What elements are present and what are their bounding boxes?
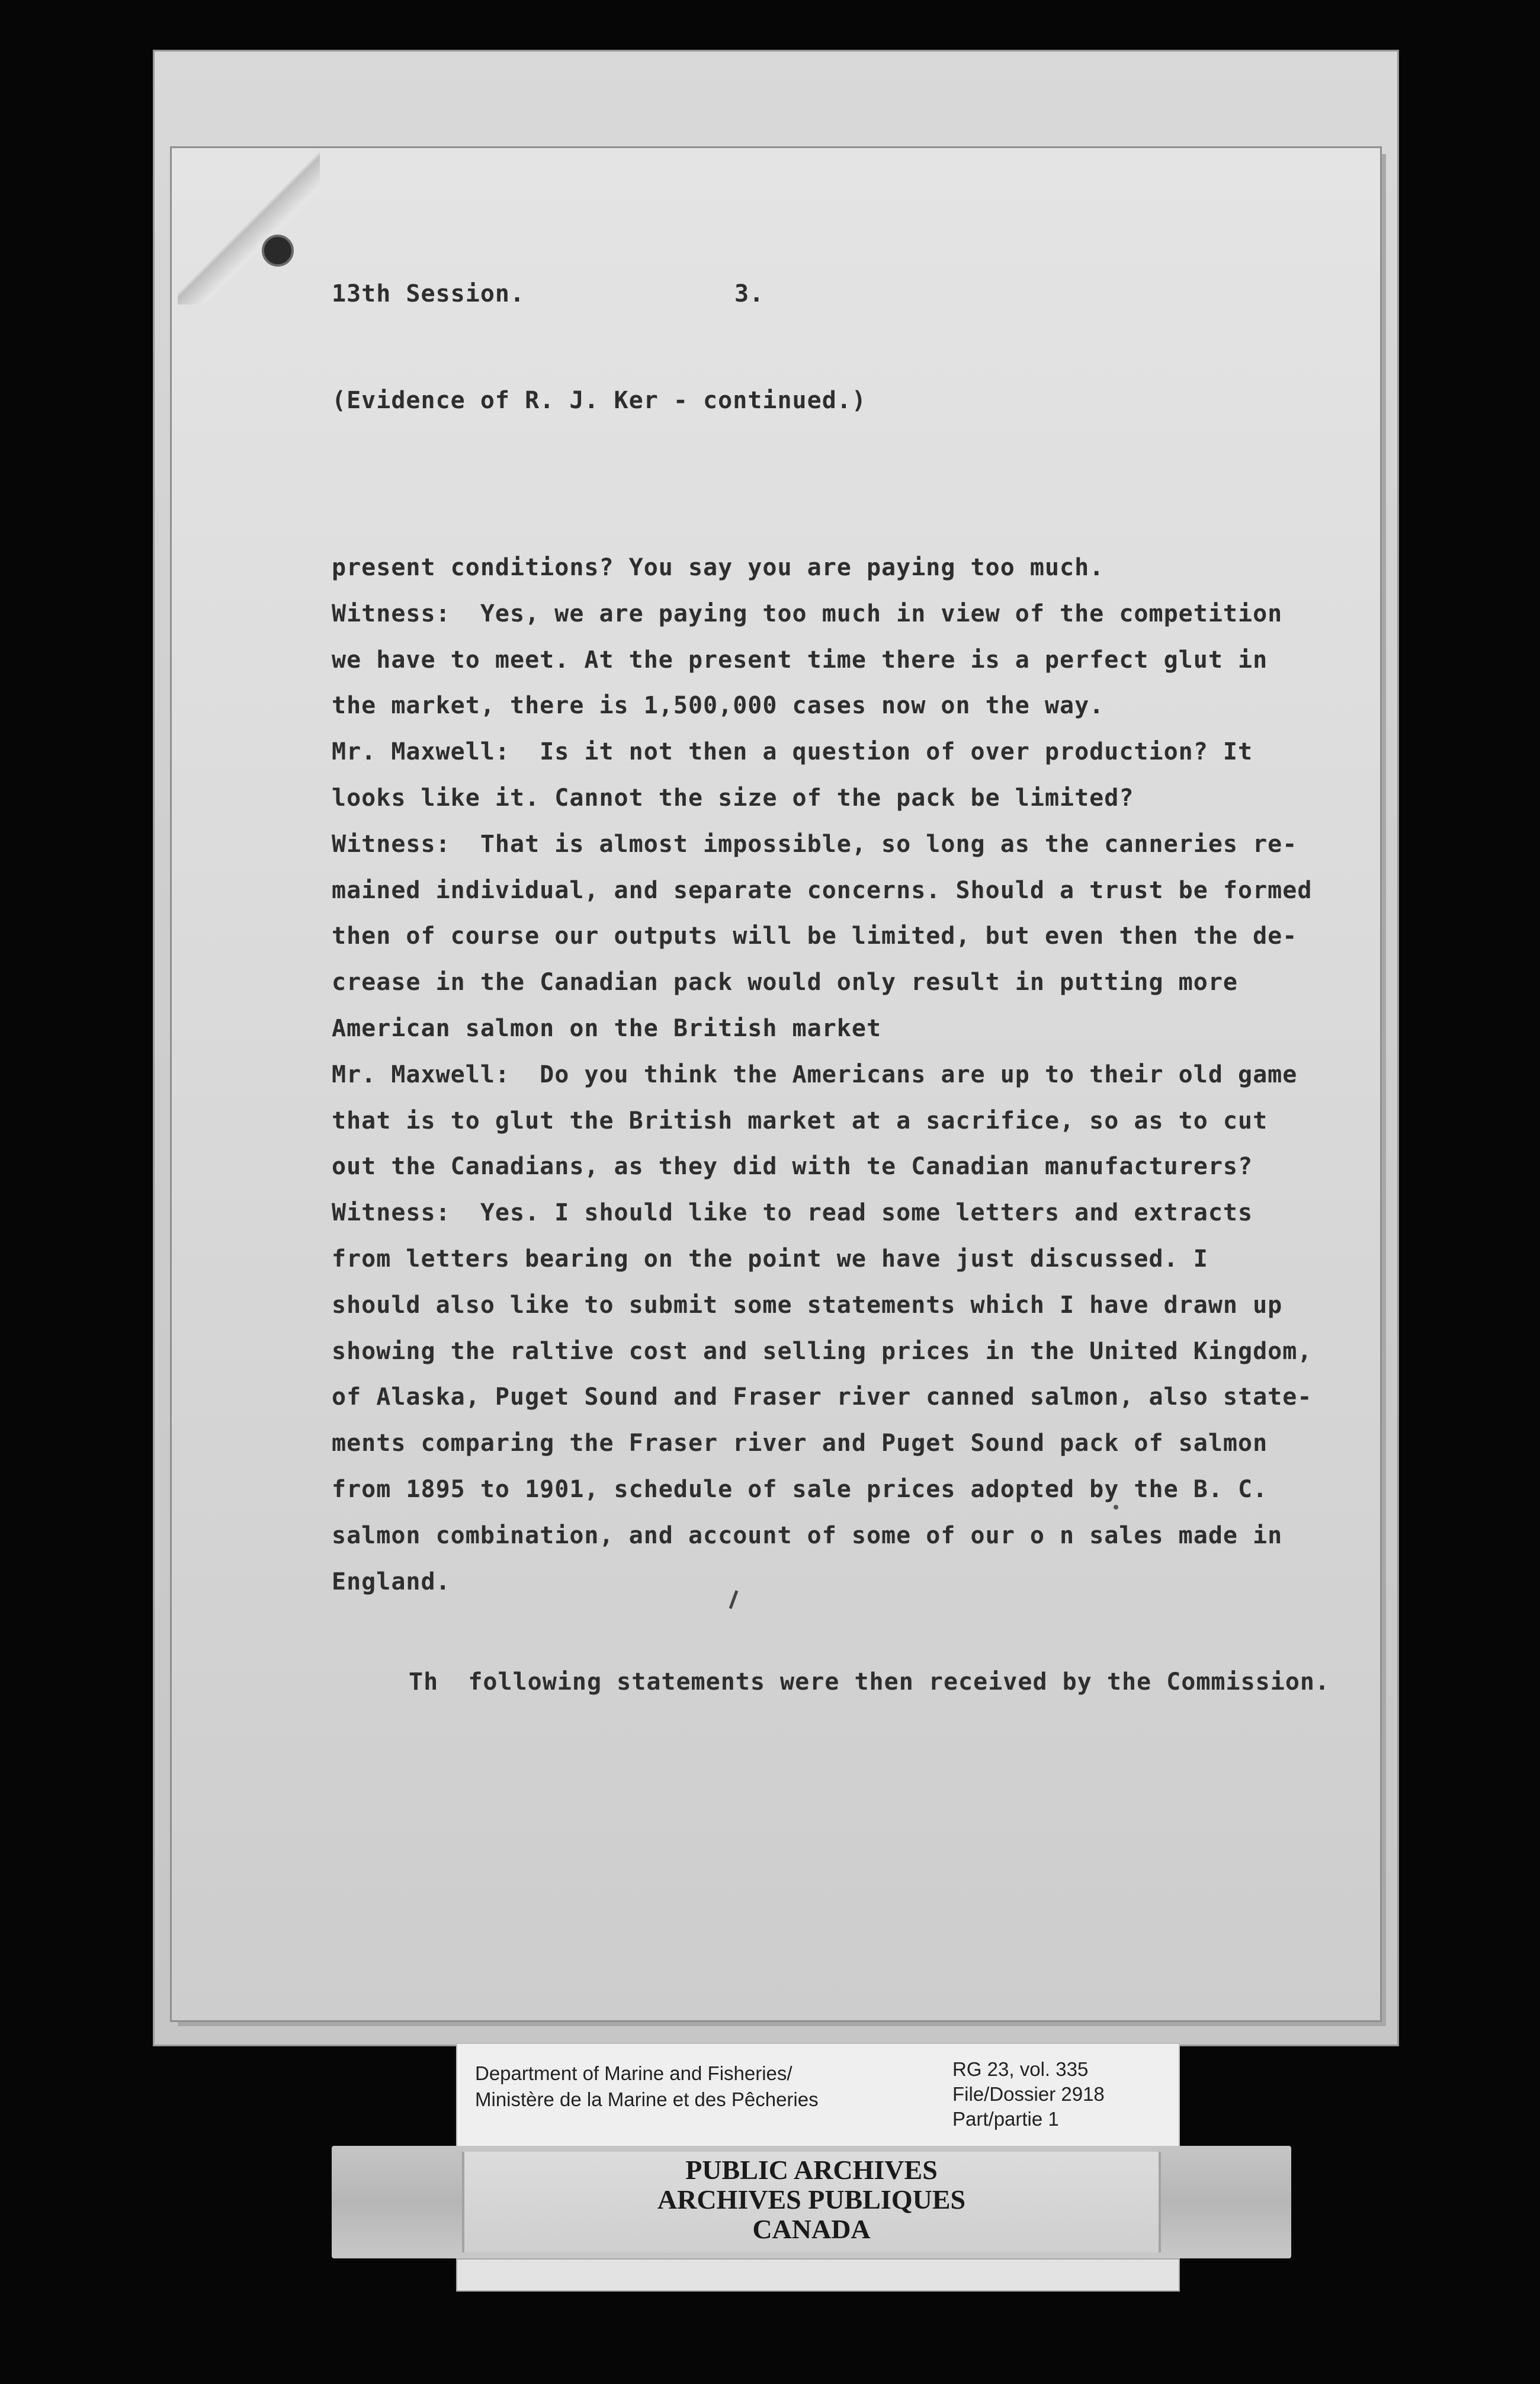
stamp-line-1: PUBLIC ARCHIVES (685, 2155, 938, 2185)
body-line: present conditions? You say you are paying too much. (332, 554, 1105, 581)
page-header (332, 268, 1374, 320)
body-line: Witness: That is almost impossible, so long as the canneries re- (332, 830, 1298, 858)
department-fr: Ministère de la Marine et des Pêcheries (475, 2088, 819, 2110)
stamp-line-2: ARCHIVES PUBLIQUES (657, 2184, 966, 2215)
body-line: the market, there is 1,500,000 cases now on the way. (332, 692, 1105, 720)
page-number: 3. (734, 280, 765, 307)
closing-line: Th following statements were then received by the Commission. (409, 1668, 1330, 1696)
typed-text-block (332, 213, 1374, 1733)
file-dossier: File/Dossier 2918 (952, 2083, 1105, 2105)
record-reference (952, 2057, 1105, 2132)
body-line: should also like to submit some statements which I have drawn up (332, 1291, 1283, 1319)
archives-stamp-text (462, 2152, 1161, 2252)
archive-label (456, 2043, 1180, 2147)
body-line: we have to meet. At the present time there is a perfect glut in (332, 646, 1268, 674)
body-line: Mr. Maxwell: Do you think the Americans are up to their old game (332, 1060, 1298, 1088)
body-line: of Alaska, Puget Sound and Fraser river canned salmon, also state- (332, 1383, 1313, 1411)
bottom-strip (456, 2258, 1180, 2292)
session-label: 13th Session. (332, 280, 525, 307)
body-line: from letters bearing on the point we have just discussed. I (332, 1245, 1208, 1273)
stamp-line-3: CANADA (752, 2214, 871, 2244)
body-line: that is to glut the British market at a sacrifice, so as to cut (332, 1107, 1268, 1135)
body-line: out the Canadians, as they did with te Canadian manufacturers? (332, 1153, 1253, 1181)
page-subtitle: (Evidence of R. J. Ker - continued.) (332, 387, 867, 414)
binder-hole-icon (262, 235, 294, 267)
body-line: Witness: Yes, we are paying too much in view of the competition (332, 600, 1283, 627)
body-line: ments comparing the Fraser river and Puget Sound pack of salmon (332, 1430, 1268, 1457)
body-line: crease in the Canadian pack would only result in putting more (332, 969, 1239, 996)
body-line: mained individual, and separate concerns. Should a trust be formed (332, 876, 1313, 904)
body-line: showing the raltive cost and selling prices in the United Kingdom, (332, 1337, 1313, 1365)
body-line: from 1895 to 1901, schedule of sale prices adopted by the B. C. (332, 1475, 1268, 1503)
folded-corner (178, 150, 320, 305)
body-line: Mr. Maxwell: Is it not then a question of over production? It (332, 738, 1253, 766)
body-line: salmon combination, and account of some of our o n sales made in (332, 1521, 1283, 1549)
body-line: England. (332, 1568, 451, 1595)
rg-volume: RG 23, vol. 335 (952, 2058, 1089, 2080)
archives-stamp (332, 2146, 1291, 2258)
department-en: Department of Marine and Fisheries/ (475, 2062, 793, 2084)
body-line: looks like it. Cannot the size of the pack be limited? (332, 784, 1134, 812)
stray-mark (1114, 1505, 1118, 1510)
body-line: then of course our outputs will be limited, but even then the de- (332, 922, 1298, 950)
body-line: Witness: Yes. I should like to read some letters and extracts (332, 1199, 1253, 1227)
body-line: American salmon on the British market (332, 1014, 882, 1042)
department-name (475, 2061, 819, 2113)
part-partie: Part/partie 1 (952, 2108, 1059, 2130)
body-text (332, 545, 1374, 1605)
